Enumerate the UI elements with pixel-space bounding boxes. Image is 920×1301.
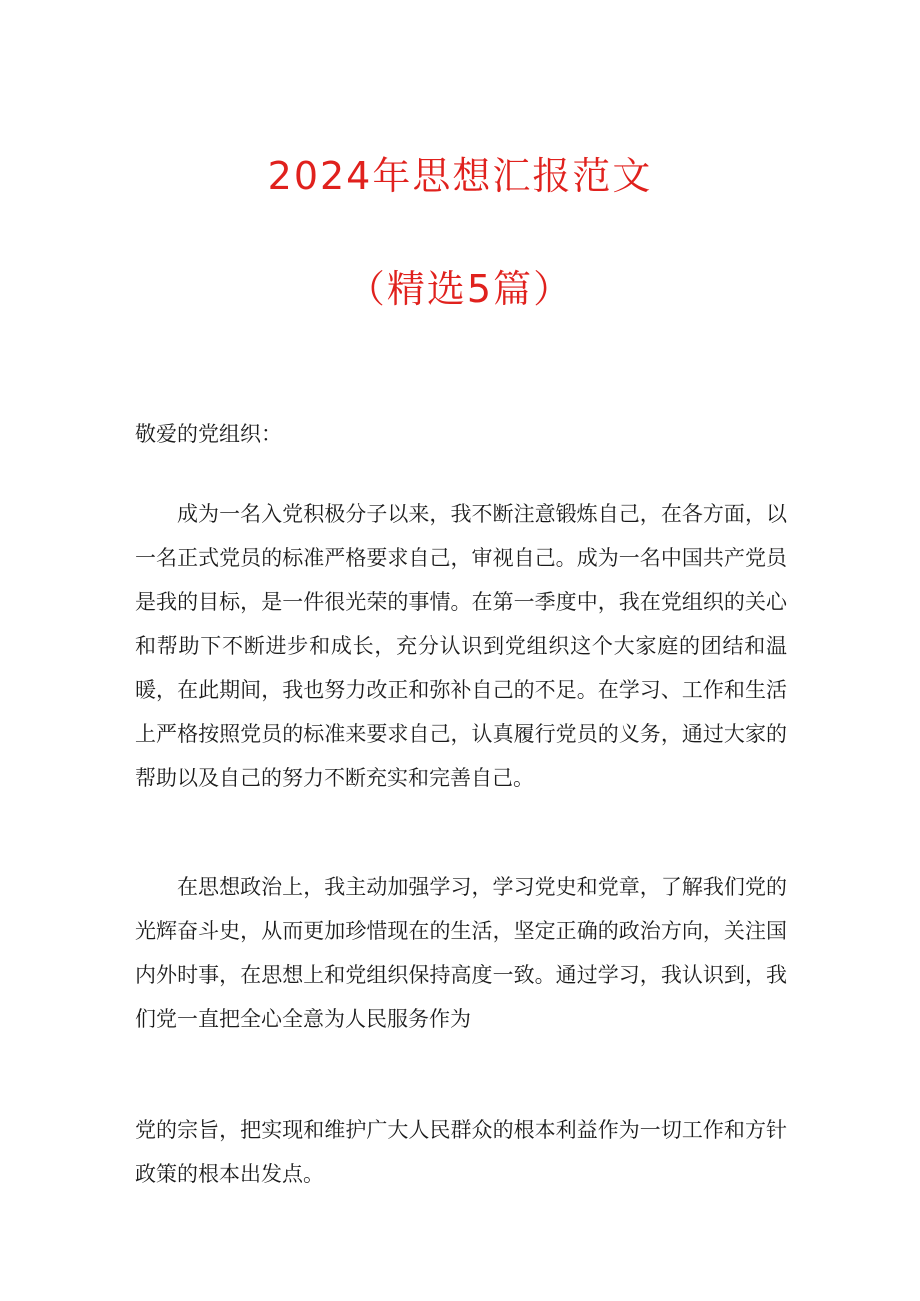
document-title: 2024年思想汇报范文 — [267, 154, 653, 198]
paragraph-2: 在思想政治上，我主动加强学习，学习党史和党章，了解我们党的光辉奋斗史，从而更加珍惜现在的生活，坚定正确的政治方向，关注国内外时事，在思想上和党组织保持高度一致。通过学习，我认识到，我们党一直把全心全意为人民服务作为 — [135, 875, 787, 1031]
paragraph-1: 成为一名入党积极分子以来，我不断注意锻炼自己，在各方面，以一名正式党员的标准严格要求自己，审视自己。成为一名中国共产党员是我的目标，是一件很光荣的事情。在第一季度中，我在党组织的关心和帮助下不断进步和成长，充分认识到党组织这个大家庭的团结和温暖，在此期间，我也努力改正和弥补自己的不足。在学习、工作和生活上严格按照党员的标准来要求自己，认真履行党员的义务，通过大家的帮助以及自己的努力不断充实和完善自己。 — [135, 502, 787, 790]
paragraph-3: 党的宗旨，把实现和维护广大人民群众的根本利益作为一切工作和方针政策的根本出发点。 — [135, 1118, 787, 1186]
document-subtitle: （精选5篇） — [346, 267, 574, 311]
greeting: 敬爱的党组织： — [135, 422, 282, 446]
